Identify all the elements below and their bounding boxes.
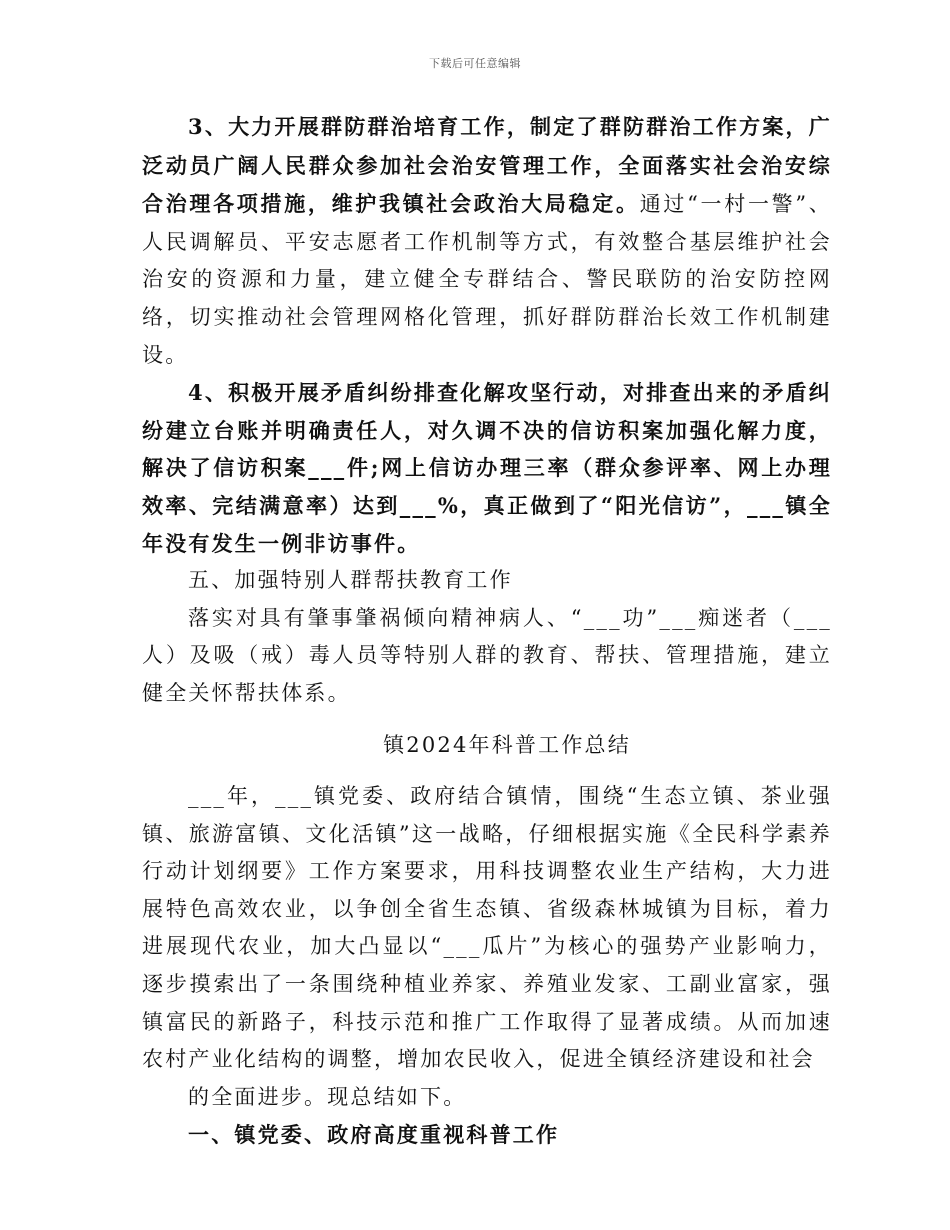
- header-note: 下载后可任意编辑: [429, 57, 521, 70]
- paragraph-3-rest: 通过“一村一警”、人民调解员、平安志愿者工作机制等方式，有效整合基层维护社会治安的资源和力量，建立健全专群结合、警民联防的治安防控网络，切实推动社会管理网格化管理，抓好群防群治长效工作机制建设。: [142, 192, 832, 367]
- article-title: 镇2024年科普工作总结: [383, 732, 631, 757]
- paragraph-3-bold: 3、大力开展群防群治培育工作，制定了群防群治工作方案，广泛动员广阔人民群众参加社会治安管理工作，全面落实社会治安综合治理各项措施，维护我镇社会政治大局稳定。: [142, 114, 832, 217]
- section-heading-5: 五、加强特别人群帮扶教育工作: [188, 568, 513, 593]
- paragraph-3: [142, 108, 832, 374]
- paragraph-4: 4、积极开展矛盾纠纷排查化解攻坚行动，对排查出来的矛盾纠纷建立台账并明确责任人，对久调不决的信访积案加强化解力度，解决了信访积案___件;网上信访办理三率（群众参评率、网上办理效率、完结满意率）达到___%，真正做到了“阳光信访”，___镇全年没有发生一例非访事件。: [142, 380, 832, 556]
- section-heading-1: 一、镇党委、政府高度重视科普工作: [188, 1122, 560, 1148]
- paragraph-6: ___年，___镇党委、政府结合镇情，围绕“生态立镇、茶业强镇、旅游富镇、文化活镇”这一战略，仔细根据实施《全民科学素养行动计划纲要》工作方案要求，用科技调整农业生产结构，大力进展特色高效农业，以争创全省生态镇、省级森林城镇为目标，着力进展现代农业，加大凸显以“___瓜片”为核心的强势产业影响力，逐步摸索出了一条围绕种植业养家、养殖业发家、工副业富家，强镇富民的新路子，科技示范和推广工作取得了显著成绩。从而加速农村产业化结构的调整，增加农民收入，促进全镇经济建设和社会: [142, 784, 832, 1072]
- paragraph-5: 落实对具有肇事肇祸倾向精神病人、“___功”___痴迷者（___人）及吸（戒）毒人员等特别人群的教育、帮扶、管理措施，建立健全关怀帮扶体系。: [142, 605, 832, 705]
- paragraph-7: 的全面进步。现总结如下。: [188, 1084, 467, 1109]
- document-body: [142, 108, 832, 1154]
